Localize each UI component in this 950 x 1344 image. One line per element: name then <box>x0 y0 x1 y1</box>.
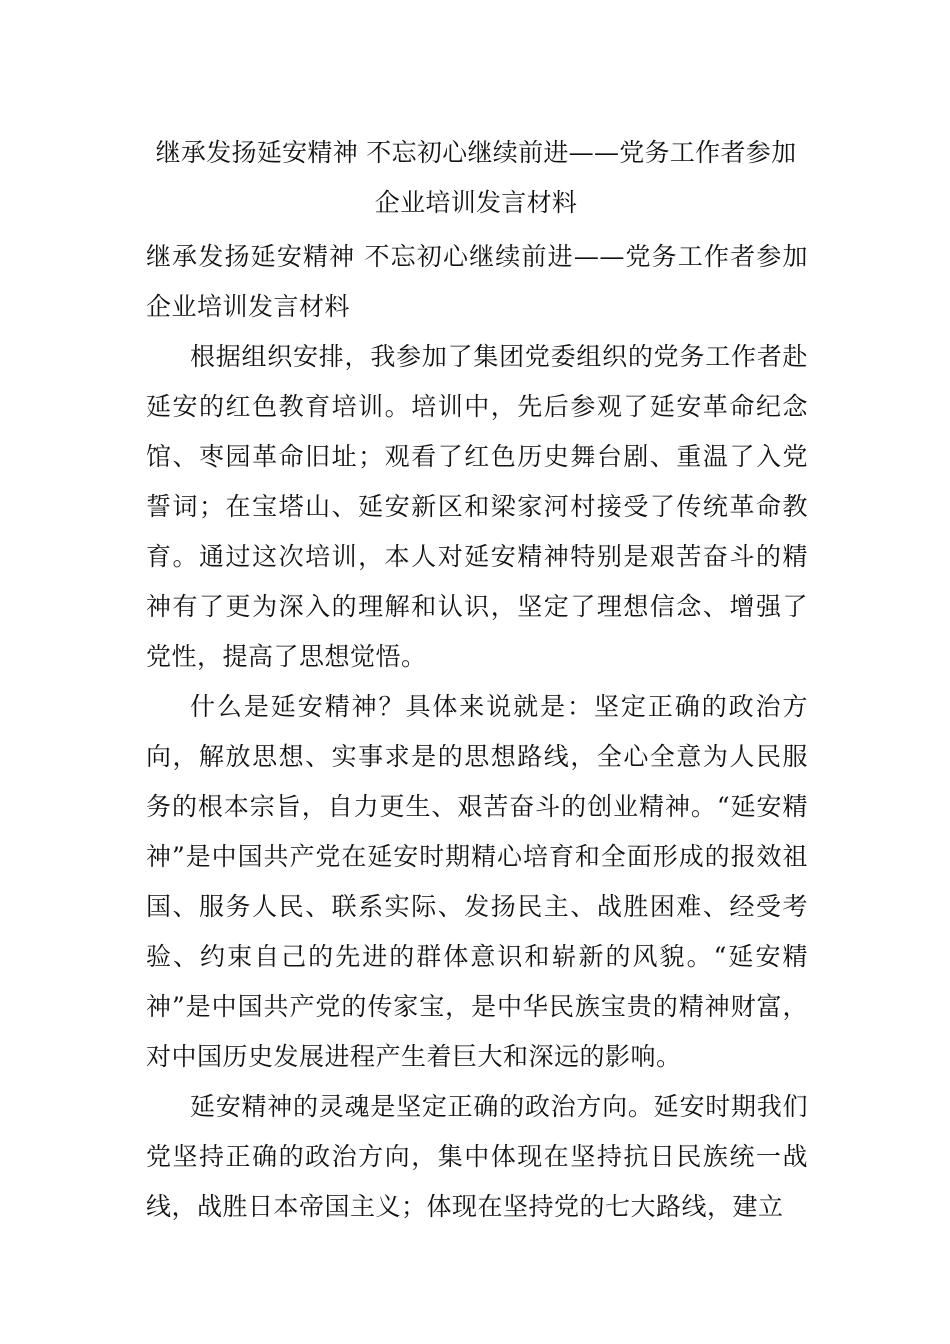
paragraph-2: 什么是延安精神？具体来说就是：坚定正确的政治方向，解放思想、实事求是的思想路线，全心全意为人民服务的根本宗旨，自力更生、艰苦奋斗的创业精神。“延安精神”是中国共产党在延安时期精心培育和全面形成的报效祖国、服务人民、联系实际、发扬民主、战胜困难、经受考验、约束自己的先进的群体意识和崭新的风貌。“延安精神”是中国共产党的传家宝，是中华民族宝贵的精神财富，对中国历史发展进程产生着巨大和深远的影响。 <box>146 692 808 1071</box>
title-line-1: 继承发扬延安精神 不忘初心继续前进——党务工作者参加 <box>155 138 797 167</box>
document-body <box>146 232 808 1232</box>
paragraph-3: 延安精神的灵魂是坚定正确的政治方向。延安时期我们党坚持正确的政治方向，集中体现在坚持抗日民族统一战线，战胜日本帝国主义；体现在坚持党的七大路线，建立 <box>146 1092 808 1221</box>
paragraph-1: 根据组织安排，我参加了集团党委组织的党务工作者赴延安的红色教育培训。培训中，先后参观了延安革命纪念馆、枣园革命旧址；观看了红色历史舞台剧、重温了入党誓词；在宝塔山、延安新区和梁家河村接受了传统革命教育。通过这次培训，本人对延安精神特别是艰苦奋斗的精神有了更为深入的理解和认识，坚定了理想信念、增强了党性，提高了思想觉悟。 <box>146 342 808 671</box>
document-title <box>146 128 806 228</box>
document-subtitle: 继承发扬延安精神 不忘初心继续前进——党务工作者参加企业培训发言材料 <box>146 242 808 321</box>
title-line-2: 企业培训发言材料 <box>374 188 578 217</box>
